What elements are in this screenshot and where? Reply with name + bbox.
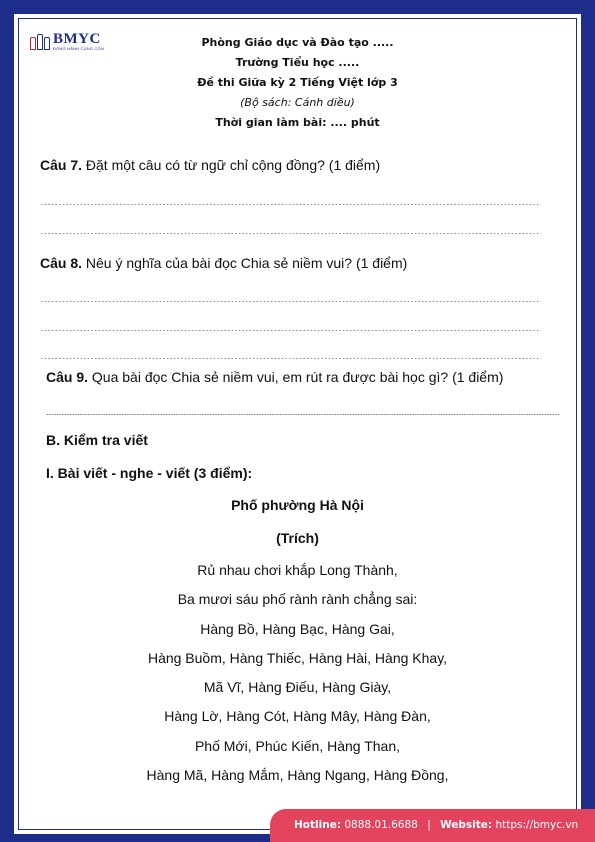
poem-line: Ba mươi sáu phố rành rành chẳng sai: — [177, 591, 418, 608]
poem-line: Hàng Lờ, Hàng Cót, Hàng Mây, Hàng Đàn, — [164, 708, 431, 725]
poem-line: Hàng Bồ, Hàng Bạc, Hàng Gai, — [200, 620, 395, 637]
website-label: Website: — [440, 819, 493, 831]
exam-header — [14, 33, 581, 133]
poem-line: Mã Vĩ, Hàng Điếu, Hàng Giày, — [203, 679, 392, 696]
question-7-label: Câu 7. — [40, 157, 83, 173]
header-time-limit: Thời gian làm bài: .... phút — [215, 116, 380, 129]
website-link[interactable]: https://bmyc.vn — [495, 819, 579, 831]
header-department: Phòng Giáo dục và Đào tạo ..... — [201, 36, 394, 49]
hotline-label: Hotline: — [294, 819, 342, 831]
question-8-label: Câu 8. — [40, 255, 83, 271]
header-school: Trường Tiểu học ..... — [235, 56, 360, 69]
header-exam-title: Đề thi Giữa kỳ 2 Tiếng Việt lớp 3 — [197, 76, 398, 89]
footer-separator: | — [427, 819, 431, 831]
contact-footer — [270, 809, 595, 842]
answer-line — [46, 405, 559, 415]
answer-line — [40, 321, 541, 331]
question-7-text: Đặt một câu có từ ngữ chỉ cộng đồng? (1 điểm) — [82, 157, 381, 173]
exam-page — [14, 14, 581, 834]
answer-line — [40, 292, 541, 302]
answer-line — [40, 349, 541, 359]
poem-line: Hàng Mã, Hàng Mắm, Hàng Ngang, Hàng Đồng, — [146, 767, 449, 784]
poem-title: Phố phường Hà Nội — [231, 497, 364, 513]
poem-body — [14, 556, 581, 790]
question-9 — [46, 369, 503, 385]
hotline-number[interactable]: 0888.01.6688 — [344, 819, 418, 831]
question-8 — [40, 255, 407, 271]
question-7 — [40, 157, 380, 173]
question-8-text: Nêu ý nghĩa của bài đọc Chia sẻ niềm vui? (1 điểm) — [82, 255, 408, 271]
question-9-text: Qua bài đọc Chia sẻ niềm vui, em rút ra được bài học gì? (1 điểm) — [88, 369, 504, 385]
poem-line: Phố Mới, Phúc Kiến, Hàng Than, — [194, 737, 401, 754]
header-book-series: (Bộ sách: Cánh diều) — [240, 96, 355, 109]
poem-subtitle: (Trích) — [276, 530, 319, 546]
logo-brand: BMYC — [53, 31, 101, 47]
logo-tagline: ĐỒNG HÀNH CÙNG CON — [53, 46, 104, 51]
poem-line: Hàng Buồm, Hàng Thiếc, Hàng Hài, Hàng Khay, — [147, 649, 448, 666]
section-b1-heading: I. Bài viết - nghe - viết (3 điểm): — [46, 465, 253, 481]
answer-line — [40, 224, 541, 234]
question-9-label: Câu 9. — [46, 369, 89, 385]
poem-line: Rủ nhau chơi khắp Long Thành, — [197, 562, 398, 578]
answer-line — [40, 195, 541, 205]
section-b-heading: B. Kiểm tra viết — [46, 432, 148, 448]
